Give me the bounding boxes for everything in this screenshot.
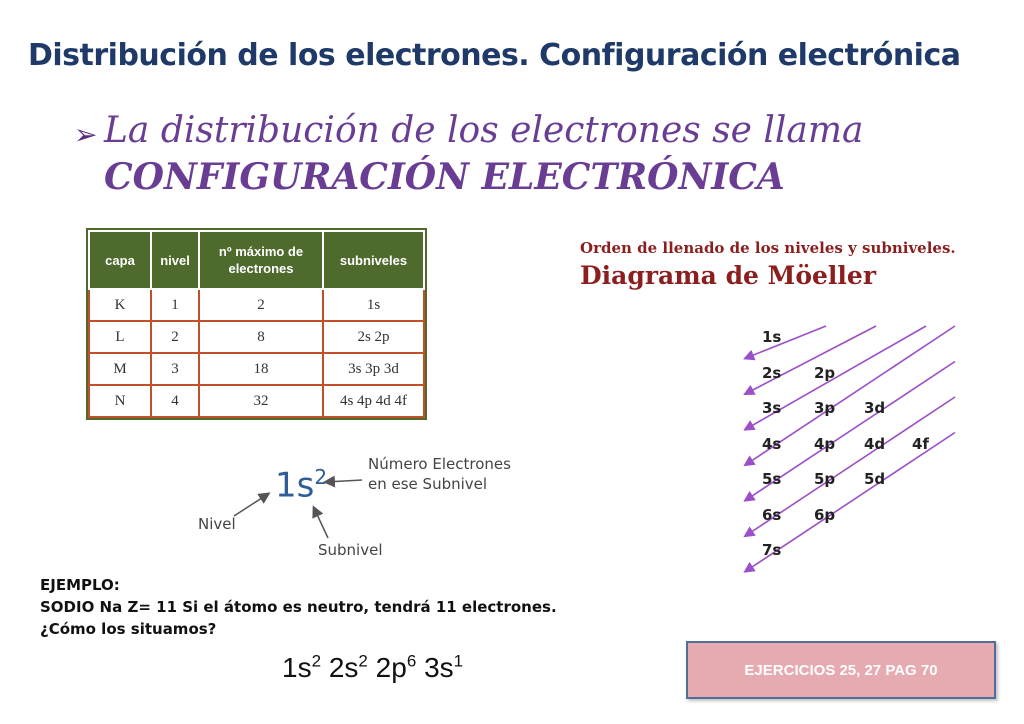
- notation-diagram: [190, 440, 550, 570]
- filling-order-arrow: [746, 326, 826, 358]
- orbital-label: 2s: [762, 363, 782, 382]
- orbital-label: 6p: [814, 505, 836, 524]
- table-cell: 3: [151, 353, 199, 385]
- table-row: [89, 289, 424, 321]
- table-cell: M: [89, 353, 151, 385]
- orbital-label: 3d: [864, 399, 886, 417]
- formula-term: $2p^6$: [375, 652, 417, 684]
- orbital-label: 7s: [762, 541, 782, 559]
- table-cell: 32: [199, 385, 323, 417]
- table-row: [89, 321, 424, 353]
- moeller-caption-big: Diagrama de Möeller: [580, 261, 876, 290]
- table-cell: 2: [151, 321, 199, 353]
- orbital-label: 5s: [762, 470, 782, 488]
- moeller-caption: [580, 234, 960, 293]
- example-line: SODIO Na Z= 11 Si el átomo es neutro, tendrá 11 electrones.: [40, 598, 557, 616]
- orbital-label: 6s: [762, 505, 782, 524]
- orbital-label: 4s: [762, 434, 782, 453]
- table-cell: 3s 3p 3d: [323, 353, 424, 385]
- example-question: ¿Cómo los situamos?: [40, 620, 217, 638]
- bullet-arrow-icon: ➢: [74, 119, 98, 150]
- exercises-button[interactable]: EJERCICIOS 25, 27 PAG 70: [686, 641, 996, 699]
- electrons-arrow: [326, 480, 362, 482]
- sublevel-arrow: [314, 508, 328, 538]
- electrons-label: Número Electrones en ese Subnivel: [368, 455, 511, 493]
- table-cell: 1: [151, 289, 199, 321]
- formula-term: $3s^1$: [424, 652, 464, 684]
- subtitle-line-1: La distribución de los electrones se llama: [104, 110, 864, 151]
- orbital-label: 1s: [762, 328, 782, 346]
- table-header: nº máximo de electrones: [199, 231, 323, 289]
- shell-table: [88, 230, 425, 418]
- sublevel-label: Subnivel: [318, 541, 383, 559]
- example-text: [40, 574, 740, 640]
- orbital-label: 4p: [814, 434, 836, 453]
- moeller-diagram: [730, 320, 960, 582]
- level-arrow: [234, 494, 268, 516]
- table-cell: N: [89, 385, 151, 417]
- orbital-label: 2p: [814, 363, 836, 382]
- table-cell: L: [89, 321, 151, 353]
- page-title: Distribución de los electrones. Configuración electrónica: [28, 38, 961, 73]
- table-row: [89, 353, 424, 385]
- orbital-label: 3p: [814, 399, 836, 417]
- moeller-caption-small: Orden de llenado de los niveles y subniveles.: [580, 239, 956, 257]
- example-formula: [282, 652, 463, 684]
- table-row: [89, 385, 424, 417]
- orbital-label: 5p: [814, 470, 836, 488]
- table-header: nivel: [151, 231, 199, 289]
- table-header: capa: [89, 231, 151, 289]
- table-cell: 1s: [323, 289, 424, 321]
- table-cell: 2s 2p: [323, 321, 424, 353]
- formula-term: $1s^2$: [282, 652, 322, 684]
- subtitle-line-2: CONFIGURACIÓN ELECTRÓNICA: [104, 156, 785, 198]
- table-cell: K: [89, 289, 151, 321]
- subtitle: [104, 108, 984, 200]
- table-header: subniveles: [323, 231, 424, 289]
- table-cell: 8: [199, 321, 323, 353]
- table-cell: 4: [151, 385, 199, 417]
- formula-term: $2s^2$: [328, 652, 368, 684]
- example-heading: EJEMPLO:: [40, 576, 120, 594]
- orbital-label: 4f: [912, 434, 929, 453]
- orbital-label: 3s: [762, 399, 782, 417]
- table-cell: 18: [199, 353, 323, 385]
- orbital-label: 5d: [864, 470, 886, 488]
- table-cell: 2: [199, 289, 323, 321]
- level-label: Nivel: [198, 515, 236, 533]
- table-header-row: [89, 231, 424, 289]
- notation-formula: $1s^2$: [275, 465, 328, 506]
- table-cell: 4s 4p 4d 4f: [323, 385, 424, 417]
- orbital-label: 4d: [864, 434, 886, 453]
